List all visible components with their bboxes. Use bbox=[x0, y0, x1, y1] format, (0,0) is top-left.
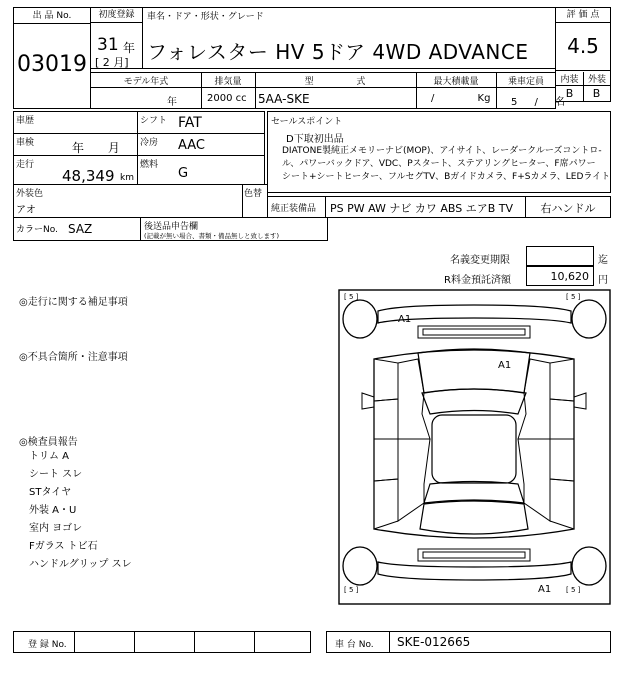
exterior-color-label: 外装色 bbox=[16, 189, 44, 199]
color-number-label: カラーNo. bbox=[16, 225, 58, 235]
chassis-number-label: 車 台 No. bbox=[335, 640, 374, 650]
displacement-label: 排気量 bbox=[214, 77, 242, 87]
interior-label: 内装 bbox=[560, 75, 579, 85]
inspector-line: シート スレ bbox=[29, 469, 83, 480]
wheel-rear-left bbox=[343, 547, 377, 585]
post-document-cell bbox=[140, 217, 328, 241]
first-registration-label: 初度登録 bbox=[91, 8, 142, 23]
history-cell bbox=[13, 111, 138, 134]
post-document-note: (記載が無い場合、書類・備品無しと致します) bbox=[144, 232, 280, 240]
name-change-box bbox=[526, 246, 594, 266]
inspector-line: 室内 ヨゴレ bbox=[29, 523, 83, 534]
color-change-cell bbox=[242, 184, 268, 218]
capacity-label: 乗車定員 bbox=[507, 77, 544, 87]
mileage-value: 48,349 bbox=[62, 167, 115, 185]
wheel-rear-right bbox=[572, 547, 606, 585]
chassis-number-box bbox=[326, 631, 611, 653]
registration-number-label: 登 録 No. bbox=[28, 640, 67, 650]
recycle-fee-unit: 円 bbox=[598, 275, 608, 286]
score-box bbox=[555, 7, 611, 102]
tire-mark-rear-right: [ 5 ] bbox=[566, 586, 581, 594]
model-year-label: モデル年式 bbox=[123, 77, 169, 87]
ac-cell bbox=[137, 133, 265, 156]
inspector-line: ハンドルグリップ スレ bbox=[29, 559, 132, 570]
shift-label: シフト bbox=[140, 116, 168, 126]
exterior-color-value: アオ bbox=[16, 205, 36, 216]
lot-number: 03019 bbox=[17, 52, 87, 77]
wheel-front-left bbox=[343, 300, 377, 338]
load-label: 最大積載量 bbox=[433, 77, 479, 87]
driving-notes-title: ◎走行に関する補足事項 bbox=[19, 297, 128, 308]
car-damage-diagram bbox=[338, 289, 611, 605]
steering-cell bbox=[525, 196, 611, 218]
registration-number-box bbox=[13, 631, 311, 653]
inspector-line: トリム A bbox=[29, 451, 70, 462]
damage-annotation-hood: A1 bbox=[498, 360, 512, 371]
wheel-front-right bbox=[572, 300, 606, 338]
inspector-line: Fガラス トビ石 bbox=[29, 541, 98, 552]
history-label: 車歴 bbox=[16, 116, 35, 126]
exterior-grade: B bbox=[592, 87, 601, 100]
overall-score: 4.5 bbox=[567, 34, 599, 58]
chassis-number: SKE-012665 bbox=[397, 635, 471, 649]
shift-cell bbox=[137, 111, 265, 134]
shift-value: FAT bbox=[178, 115, 202, 131]
color-change-label: 色替 bbox=[244, 189, 263, 199]
score-label: 評 価 点 bbox=[556, 8, 610, 23]
spec-row bbox=[90, 72, 566, 109]
interior-grade: B bbox=[565, 87, 574, 100]
lot-number-box bbox=[13, 7, 91, 109]
exterior-color-cell bbox=[13, 184, 243, 218]
registration-year-unit: 年 bbox=[123, 41, 136, 55]
damage-annotation-rear-bumper: A1 bbox=[538, 584, 552, 595]
vehicle-name: フォレスター HV 5ドア 4WD ADVANCE bbox=[147, 40, 529, 64]
sales-point-box bbox=[267, 111, 611, 193]
inspector-line: 外装 A・U bbox=[29, 505, 77, 516]
car-diagram-svg bbox=[338, 289, 611, 605]
recycle-fee-value: 10,620 bbox=[550, 270, 589, 283]
type-label: 型 式 bbox=[304, 77, 366, 87]
ac-value: AAC bbox=[178, 138, 205, 153]
first-registration-box bbox=[90, 7, 143, 69]
tire-mark-front-right: [ 5 ] bbox=[566, 293, 581, 301]
equipment-label: 純正装備品 bbox=[271, 204, 317, 214]
sales-line-1: D下取初出品 bbox=[286, 134, 344, 145]
sales-point-label: セールスポイント bbox=[271, 117, 343, 127]
capacity-value: 5 / 名 bbox=[511, 97, 566, 108]
mileage-cell bbox=[13, 155, 138, 185]
sales-line-2: DIATONE製純正メモリーナビ(MOP)、アイサイト、レーダークルーズコントロ- bbox=[282, 146, 602, 156]
name-change-unit: 迄 bbox=[598, 255, 608, 266]
sales-line-3: ル、パワーバックドア、VDC、Pスタート、ステアリングヒーター、F席パワー bbox=[282, 159, 596, 169]
exterior-label: 外装 bbox=[583, 72, 610, 85]
ac-label: 冷房 bbox=[140, 138, 159, 148]
tire-mark-rear-left: [ 5 ] bbox=[344, 586, 359, 594]
defects-notes-title: ◎不具合箇所・注意事項 bbox=[19, 352, 128, 363]
displacement-value: 2000 cc bbox=[207, 93, 247, 104]
vehicle-name-label: 車名・ドア・形状・グレード bbox=[147, 12, 264, 22]
vehicle-name-box bbox=[142, 7, 556, 69]
color-number-cell bbox=[13, 217, 141, 241]
tire-mark-front-left: [ 5 ] bbox=[344, 293, 359, 301]
name-change-label: 名義変更期限 bbox=[450, 255, 510, 266]
equipment-value: PS PW AW ナビ カワ ABS エアB TV bbox=[330, 202, 514, 215]
fuel-cell bbox=[137, 155, 265, 185]
load-value: / Kg bbox=[431, 93, 491, 104]
recycle-fee-label: R料金預託済額 bbox=[444, 275, 511, 286]
steering-value: 右ハンドル bbox=[540, 202, 596, 215]
fuel-value: G bbox=[178, 166, 189, 181]
inspector-report-title: ◎検査員報告 bbox=[19, 437, 78, 448]
registration-month: [ 2 月] bbox=[95, 56, 129, 69]
mileage-label: 走行 bbox=[16, 160, 35, 170]
mileage-unit: km bbox=[120, 173, 134, 183]
registration-year: 31 bbox=[97, 35, 119, 55]
inspector-line: STタイヤ bbox=[29, 487, 72, 498]
type-value: 5AA-SKE bbox=[258, 92, 310, 106]
fuel-label: 燃料 bbox=[140, 160, 159, 170]
damage-annotation-front-bumper: A1 bbox=[398, 314, 412, 325]
equipment-cell bbox=[267, 196, 526, 218]
inspection-cell bbox=[13, 133, 138, 156]
color-number-value: SAZ bbox=[68, 222, 93, 236]
post-document-label: 後送品申告欄 bbox=[144, 222, 199, 232]
inspection-label: 車検 bbox=[16, 138, 35, 148]
sales-line-4: シート+シートヒーター、フルセグTV、Bガイドカメラ、F+Sカメラ、LEDライト bbox=[282, 172, 611, 182]
model-year-unit: 年 bbox=[167, 97, 177, 108]
recycle-fee-box bbox=[526, 266, 594, 286]
lot-number-label: 出 品 No. bbox=[14, 9, 90, 24]
inspection-value: 年 月 bbox=[72, 141, 120, 155]
